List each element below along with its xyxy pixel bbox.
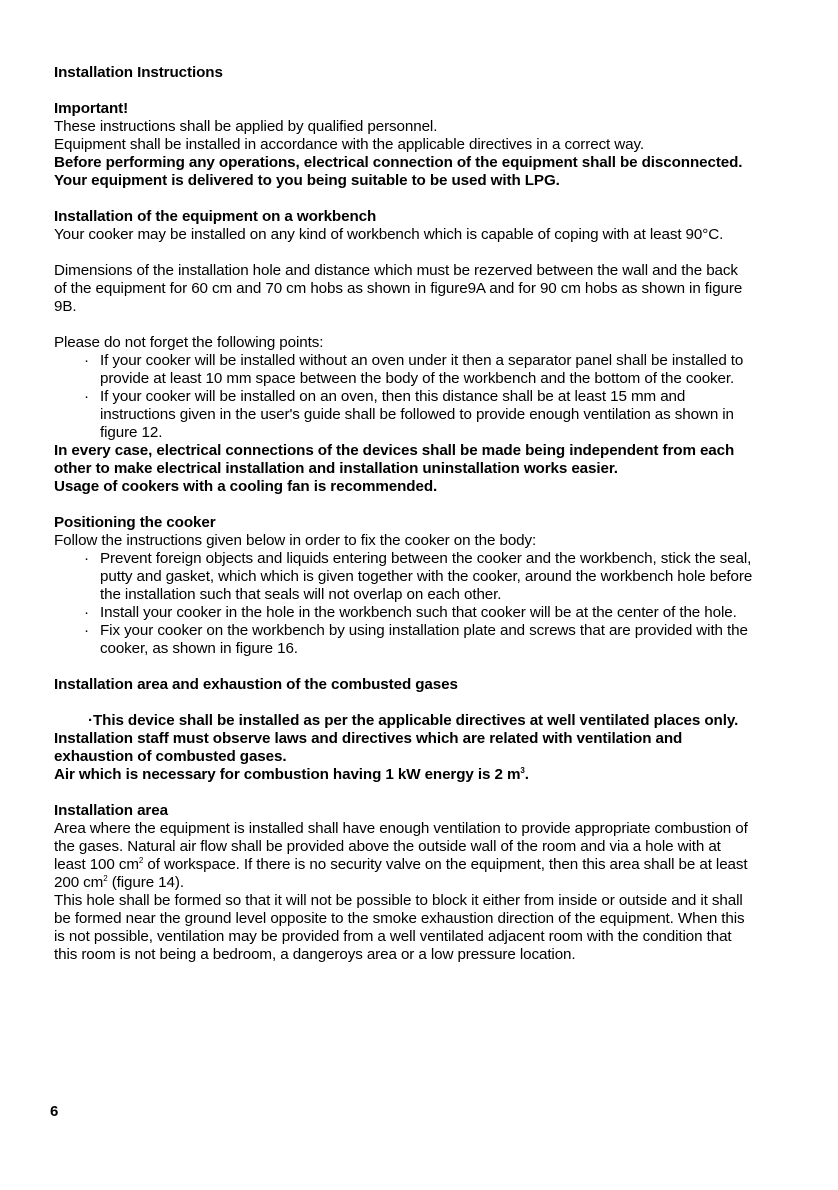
list-item: · Fix your cooker on the workbench by using installation plate and screws that are provided with the cooker, as shown in figure 16. <box>84 622 748 657</box>
workbench-bold-1: In every case, electrical connections of the devices shall be made being independent from each other to make electrical installation and installation uninstallation works easier. <box>54 442 735 477</box>
area-text-2: This hole shall be formed so that it will not be possible to block it either from inside or outside and it shall be formed near the ground level opposite to the smoke exhaustion direction of the equipment. When this is not possible, ventilation may be provided from a well ventilated adjacent room with the condition that this room is not being a bedroom, a dangeroys area or a low pressure location. <box>54 892 745 963</box>
workbench-dimensions: Dimensions of the installation hole and distance which must be rezerved between the wall and the back of the equipment for 60 cm and 70 cm hobs as shown in figure9A and for 90 cm hobs as shown in figure 9B. <box>54 262 743 315</box>
bullet-icon: · <box>88 712 93 729</box>
list-item: · If your cooker will be installed without an oven under it then a separator panel shall be installed to provide at least 10 mm space between the body of the workbench and the bottom of the cooker. <box>84 352 744 387</box>
bullet-icon: · <box>84 352 89 369</box>
workbench-points-intro: Please do not forget the following points: <box>54 334 324 351</box>
list-item: · Prevent foreign objects and liquids entering between the cooker and the workbench, stick the seal, putty and gasket, which which is given together with the cooker, around the workbench hole before the installation such that seals will not overlap on each other. <box>84 550 753 603</box>
document-page <box>54 64 754 964</box>
important-heading: Important! <box>54 100 129 117</box>
workbench-heading: Installation of the equipment on a workbench <box>54 208 377 225</box>
positioning-points-list <box>54 550 754 658</box>
important-bold-1: Before performing any operations, electrical connection of the equipment shall be disconnected. <box>54 154 743 171</box>
important-line-2: Equipment shall be installed in accordance with the applicable directives in a correct way. <box>54 136 644 153</box>
page-title: Installation Instructions <box>54 64 223 81</box>
important-line-1: These instructions shall be applied by qualified personnel. <box>54 118 438 135</box>
exhaust-bold-2: Installation staff must observe laws and directives which are related with ventilation and exhaustion of combusted gases. <box>54 730 683 765</box>
workbench-bold-2: Usage of cookers with a cooling fan is recommended. <box>54 478 438 495</box>
exhaust-bold-3: Air which is necessary for combustion having 1 kW energy is 2 $m^3$. <box>54 766 529 783</box>
list-item: · If your cooker will be installed on an oven, then this distance shall be at least 15 mm and instructions given in the user's guide shall be followed to provide enough ventilation as shown in figure 12. <box>84 388 734 441</box>
important-bold-2: Your equipment is delivered to you being suitable to be used with LPG. <box>54 172 560 189</box>
positioning-heading: Positioning the cooker <box>54 514 216 531</box>
exhaust-heading: Installation area and exhaustion of the combusted gases <box>54 676 458 693</box>
bullet-icon: · <box>84 388 89 405</box>
bullet-icon: · <box>84 622 89 639</box>
bullet-icon: · <box>84 604 89 621</box>
area-heading: Installation area <box>54 802 168 819</box>
positioning-intro: Follow the instructions given below in order to fix the cooker on the body: <box>54 532 537 549</box>
workbench-text: Your cooker may be installed on any kind of workbench which is capable of coping with at least 90°C. <box>54 226 724 243</box>
page-number: 6 <box>50 1103 59 1120</box>
area-text-1: Area where the equipment is installed shall have enough ventilation to provide appropriate combustion of the gases. Natural air flow shall be provided above the outside wall of the room and via a hole with at least 100 $cm^2$ of workspace. If there is no security valve on the equipment, then this area shall be at least 200 $cm^2$ (figure 14). <box>54 820 748 891</box>
exhaust-bold-1: ·This device shall be installed as per the applicable directives at well ventilated places only. <box>54 712 754 730</box>
bullet-icon: · <box>84 550 89 567</box>
list-item: · Install your cooker in the hole in the workbench such that cooker will be at the center of the hole. <box>84 604 737 621</box>
workbench-points-list <box>54 352 754 442</box>
